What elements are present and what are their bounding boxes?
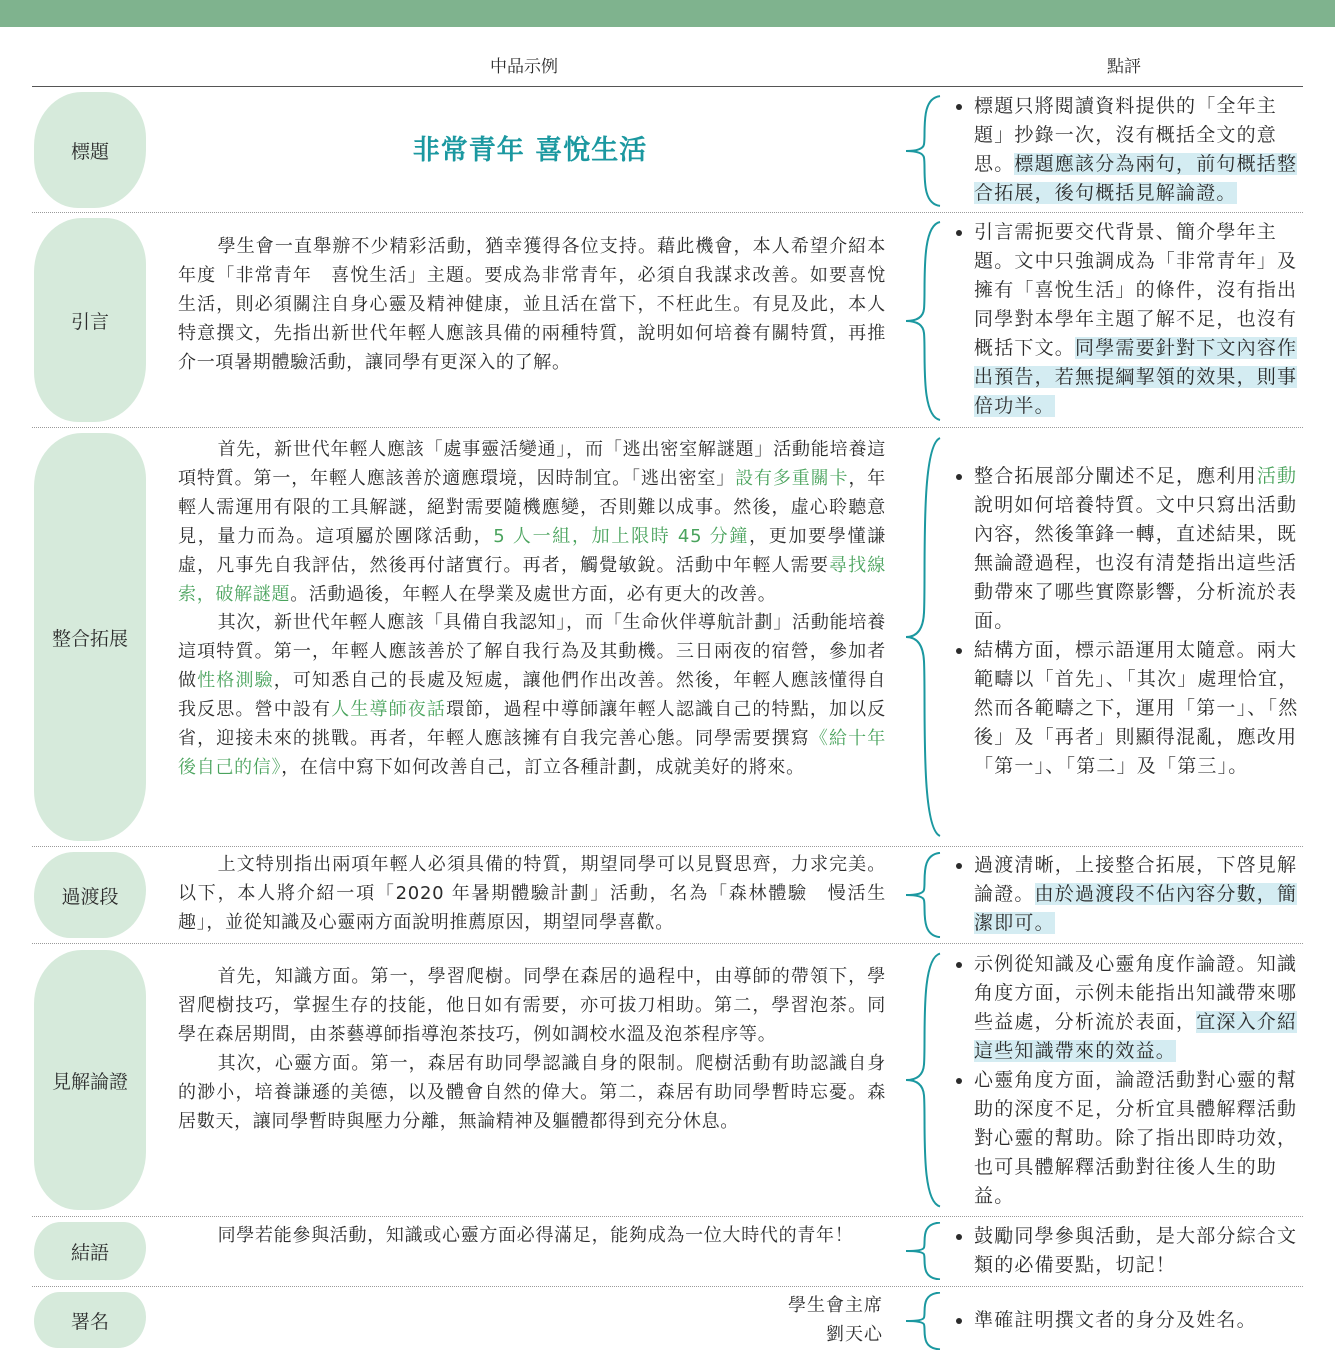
signature-name: 劉天心 bbox=[826, 1324, 883, 1345]
comment-item: • 過渡清晰，上接整合拓展，下啓見解論證。由於過渡段不佔內容分數，簡潔即可。 bbox=[974, 851, 1302, 938]
comment-item: • 整合拓展部分闡述不足，應利用活動說明如何培養特質。文中只寫出活動內容，然後筆鋒一轉，直述結果，既無論證過程，也沒有清楚指出這些活動帶來了哪些實際影響，分析流於表面。 bbox=[974, 462, 1302, 636]
example-column-header: 中品示例 bbox=[490, 57, 558, 77]
comment-item: • 示例從知識及心靈角度作論證。知識角度方面，示例未能指出知識帶來哪些益處，分析流於表面，宜深入介紹這些知識帶來的效益。 bbox=[974, 950, 1302, 1066]
section-label-title: 標題 bbox=[34, 92, 146, 208]
top-color-bar bbox=[0, 0, 1335, 27]
brace-icon bbox=[902, 1292, 946, 1350]
develop-paragraph-1: 首先，新世代年輕人應該「處事靈活變通」，而「逃出密室解謎題」活動能培養這項特質。第一，年輕人應該善於適應環境，因時制宜。「逃出密室」設有多重關卡，年輕人需運用有限的工具解謎，絕對需要隨機應變，否則難以成事。然後，虛心聆聽意見，量力而為。這項屬於團隊活動，5 人一組，加上限時 45 分鐘，更加要學懂謙虛，凡事先自我評估，然後再付諸實行。再者，觸覺敏銳。活動中年輕人需要尋找線索，破解謎題。活動過後，年輕人在學業及處世方面，必有更大的改善。 bbox=[178, 439, 887, 605]
develop-paragraph-2: 其次，新世代年輕人應該「具備自我認知」，而「生命伙伴導航計劃」活動能培養這項特質。第一，年輕人應該善於了解自我行為及其動機。三日兩夜的宿營，參加者做性格測驗，可知悉自己的長處及短處，讓他們作出改善。然後，年輕人應該懂得自我反思。營中設有人生導師夜話環節，過程中導師讓年輕人認識自己的特點，加以反省，迎接未來的挑戰。再者，年輕人應該擁有自我完善心態。同學需要撰寫《給十年後自己的信》，在信中寫下如何改善自己，訂立各種計劃，成就美好的將來。 bbox=[178, 612, 887, 778]
comment-highlight: 宜深入介紹這些知識帶來的效益。 bbox=[974, 1011, 1298, 1062]
section-label-intro: 引言 bbox=[34, 218, 146, 422]
comment-argument bbox=[952, 950, 1302, 1211]
row-divider bbox=[32, 427, 1303, 428]
essay-title: 非常青年 喜悅生活 bbox=[412, 135, 648, 166]
argument-text bbox=[178, 963, 886, 1136]
transition-paragraph: 上文特別指出兩項年輕人必須具備的特質，期望同學可以見賢思齊，力求完美。以下，本人將介紹一項「2020 年暑期體驗計劃」活動，名為「森林體驗 慢活生趣」，並從知識及心靈兩方面說明推薦原因，期望同學喜歡。 bbox=[178, 854, 886, 933]
comment-highlight: 同學需要針對下文內容作出預告，若無提綱挈領的效果，則事倍功半。 bbox=[974, 337, 1298, 417]
comment-item: • 準確註明撰文者的身分及姓名。 bbox=[974, 1306, 1302, 1335]
signature-block bbox=[700, 1291, 883, 1349]
brace-icon bbox=[902, 220, 946, 422]
section-label-argument: 見解論證 bbox=[34, 950, 146, 1210]
comment-develop bbox=[952, 462, 1302, 781]
develop-text bbox=[178, 436, 886, 783]
conclusion-text bbox=[178, 1222, 886, 1251]
intro-text bbox=[178, 233, 886, 378]
signature-title: 學生會主席 bbox=[788, 1295, 883, 1316]
comment-item: • 標題只將閱讀資料提供的「全年主題」抄錄一次，沒有概括全文的意思。標題應該分為兩句，前句概括整合拓展，後句概括見解論證。 bbox=[974, 92, 1302, 208]
comment-conclusion bbox=[952, 1222, 1302, 1280]
section-label-signature: 署名 bbox=[34, 1292, 146, 1348]
argument-paragraph-2: 其次，心靈方面。第一，森居有助同學認識自身的限制。爬樹活動有助認識自身的渺小，培養謙遜的美德，以及體會自然的偉大。第二，森居有助同學暫時忘憂。森居數天，讓同學暫時與壓力分離，無論精神及軀體都得到充分休息。 bbox=[178, 1052, 886, 1132]
transition-text bbox=[178, 851, 886, 938]
section-label-develop: 整合拓展 bbox=[34, 433, 146, 841]
comment-item: • 心靈角度方面，論證活動對心靈的幫助的深度不足，分析宜具體解釋活動對心靈的幫助。除了指出即時功效，也可具體解釋活動對往後人生的助益。 bbox=[974, 1066, 1302, 1211]
comment-item: • 鼓勵同學參與活動，是大部分綜合文類的必備要點，切記！ bbox=[974, 1222, 1302, 1280]
argument-paragraph-1: 首先，知識方面。第一，學習爬樹。同學在森居的過程中，由導師的帶領下，學習爬樹技巧，掌握生存的技能，他日如有需要，亦可拔刀相助。第二，學習泡茶。同學在森居期間，由茶藝導師指導泡茶技巧，例如調校水溫及泡茶程序等。 bbox=[178, 966, 886, 1045]
section-label-conclusion: 結語 bbox=[34, 1222, 146, 1280]
comment-item: • 引言需扼要交代背景、簡介學年主題。文中只強調成為「非常青年」及擁有「喜悅生活」的條件，沒有指出同學對本學年主題了解不足，也沒有概括下文。同學需要針對下文內容作出預告，若無提綱挈領的效果，則事倍功半。 bbox=[974, 218, 1302, 421]
comment-signature bbox=[952, 1306, 1302, 1335]
brace-icon bbox=[902, 95, 946, 207]
row-divider bbox=[32, 212, 1303, 213]
brace-icon bbox=[902, 852, 946, 938]
brace-icon bbox=[902, 434, 946, 840]
comment-column-header: 點評 bbox=[1107, 57, 1141, 77]
comment-item: • 結構方面，標示語運用太隨意。兩大範疇以「首先」、「其次」處理恰宜，然而各範疇之下，運用「第一」、「然後」及「再者」則顯得混亂，應改用「第一」、「第二」及「第三」。 bbox=[974, 636, 1302, 781]
row-divider bbox=[32, 1286, 1303, 1287]
comment-highlight: 標題應該分為兩句，前句概括整合拓展，後句概括見解論證。 bbox=[974, 153, 1298, 204]
row-divider bbox=[32, 943, 1303, 944]
header-divider bbox=[32, 86, 1303, 87]
row-divider bbox=[32, 846, 1303, 847]
row-divider bbox=[32, 1216, 1303, 1217]
comment-highlight: 由於過渡段不佔內容分數，簡潔即可。 bbox=[974, 883, 1298, 934]
comment-intro bbox=[952, 218, 1302, 421]
intro-paragraph: 學生會一直舉辦不少精彩活動，猶幸獲得各位支持。藉此機會，本人希望介紹本年度「非常青年 喜悅生活」主題。要成為非常青年，必須自我謀求改善。如要喜悅生活，則必須關注自身心靈及精神健康，並且活在當下，不枉此生。有見及此，本人特意撰文，先指出新世代年輕人應該具備的兩種特質，說明如何培養有關特質，再推介一項暑期體驗活動，讓同學有更深入的了解。 bbox=[178, 236, 886, 373]
section-label-transition: 過渡段 bbox=[34, 852, 146, 938]
comment-title bbox=[952, 92, 1302, 208]
conclusion-paragraph: 同學若能參與活動，知識或心靈方面必得滿足，能夠成為一位大時代的青年！ bbox=[217, 1225, 854, 1246]
comment-transition bbox=[952, 851, 1302, 938]
brace-icon bbox=[902, 1222, 946, 1280]
brace-icon bbox=[902, 951, 946, 1209]
